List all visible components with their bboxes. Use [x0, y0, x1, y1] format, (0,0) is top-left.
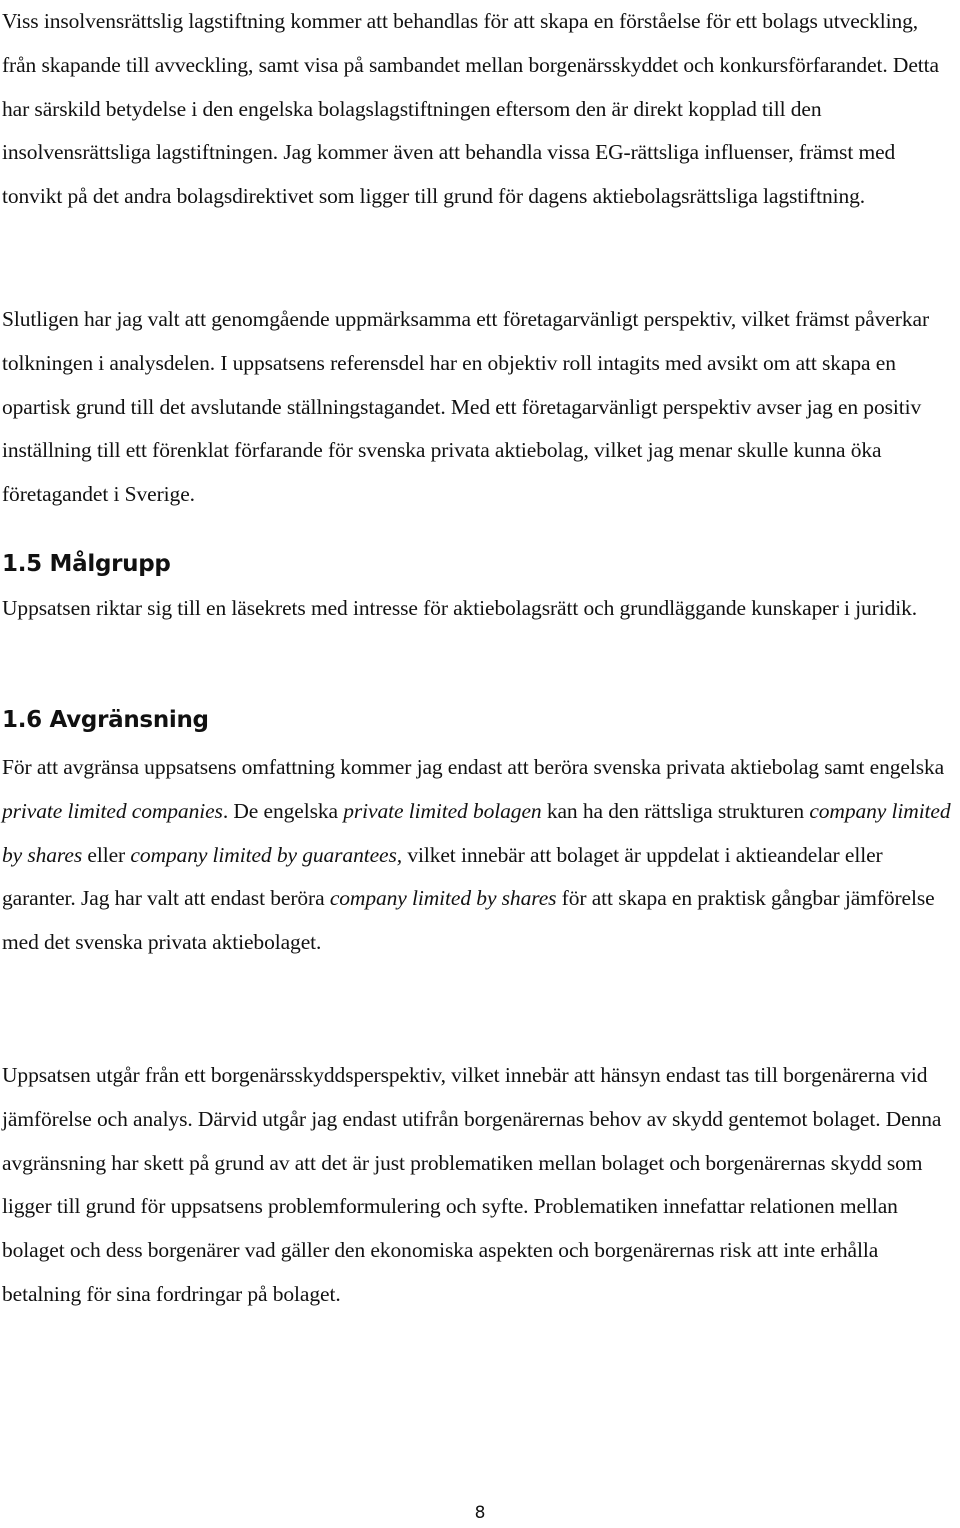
paragraph-perspective: Slutligen har jag valt att genomgående uppmärksamma ett företagarvänligt perspektiv, vilket främst påverkar tolkningen i analysdelen. I uppsatsens referensdel har en objektiv roll intagits med avsikt om att skapa en opartisk grund till det avslutande ställningstagandet. Med ett företagarvänligt perspektiv avser jag en positiv inställning till ett förenklat förfarande för svenska privata aktiebolag, vilket jag menar skulle kunna öka företagandet i Sverige.: [2, 307, 930, 507]
paragraph-creditor-perspective: Uppsatsen utgår från ett borgenärsskyddsperspektiv, vilket innebär att hänsyn endast tas till borgenärerna vid jämförelse och analys. Därvid utgår jag endast utifrån borgenärernas behov av skydd gentemot bolaget. Denna avgränsning har skett på grund av att det är just problematiken mellan bolaget och borgenärernas skydd som ligger till grund för uppsatsens problemformulering och syfte. Problematiken innefattar relationen mellan bolaget och dess borgenärer vad gäller den ekonomiska aspekten och borgenärernas risk att inte erhålla betalning för sina fordringar på bolaget.: [2, 1063, 942, 1306]
paragraph-insolvency-scope: Viss insolvensrättslig lagstiftning kommer att behandlas för att skapa en förståelse för ett bolags utveckling, från skapande till avveckling, samt visa på sambandet mellan borgenärsskyddet och konkursförfarandet. Detta har särskild betydelse i den engelska bolagslagstiftningen eftersom den är direkt kopplad till den insolvensrättsliga lagstiftningen. Jag kommer även att behandla vissa EG-rättsliga influenser, främst med tonvikt på det andra bolagsdirektivet som ligger till grund för dagens aktiebolagsrättsliga lagstiftning.: [2, 9, 939, 209]
delimitation-text-3: kan ha den rättsliga strukturen: [541, 798, 810, 823]
heading-malgrupp: 1.5 Målgrupp: [2, 551, 171, 577]
heading-avgransning: 1.6 Avgränsning: [2, 707, 209, 733]
term-private-limited-companies: private limited companies: [2, 798, 223, 823]
delimitation-text-6: för att skapa en praktisk gångbar jämförelse med det svenska privata aktiebolaget.: [2, 886, 935, 955]
delimitation-text-5: vilket innebär att bolaget är uppdelat i aktieandelar eller garanter. Jag har valt att endast beröra: [2, 842, 883, 911]
delimitation-text-1: För att avgränsa uppsatsens omfattning kommer jag endast att beröra svenska privata aktiebolag samt engelska: [2, 755, 945, 779]
paragraph-target-audience: Uppsatsen riktar sig till en läsekrets med intresse för aktiebolagsrätt och grundläggande kunskaper i juridik.: [2, 596, 918, 620]
paragraph-delimitation: [2, 746, 957, 965]
term-company-limited-by-guarantees: company limited by guarantees,: [130, 842, 403, 867]
term-private-limited-bolagen: private limited bolagen: [343, 798, 542, 823]
term-company-limited-by-shares: company limited by shares: [2, 798, 951, 867]
term-company-limited-by-shares-2: company limited by shares: [329, 886, 557, 911]
page-number: 8: [474, 1503, 486, 1523]
delimitation-text-4: eller: [82, 842, 131, 867]
delimitation-text-2: . De engelska: [222, 798, 344, 823]
